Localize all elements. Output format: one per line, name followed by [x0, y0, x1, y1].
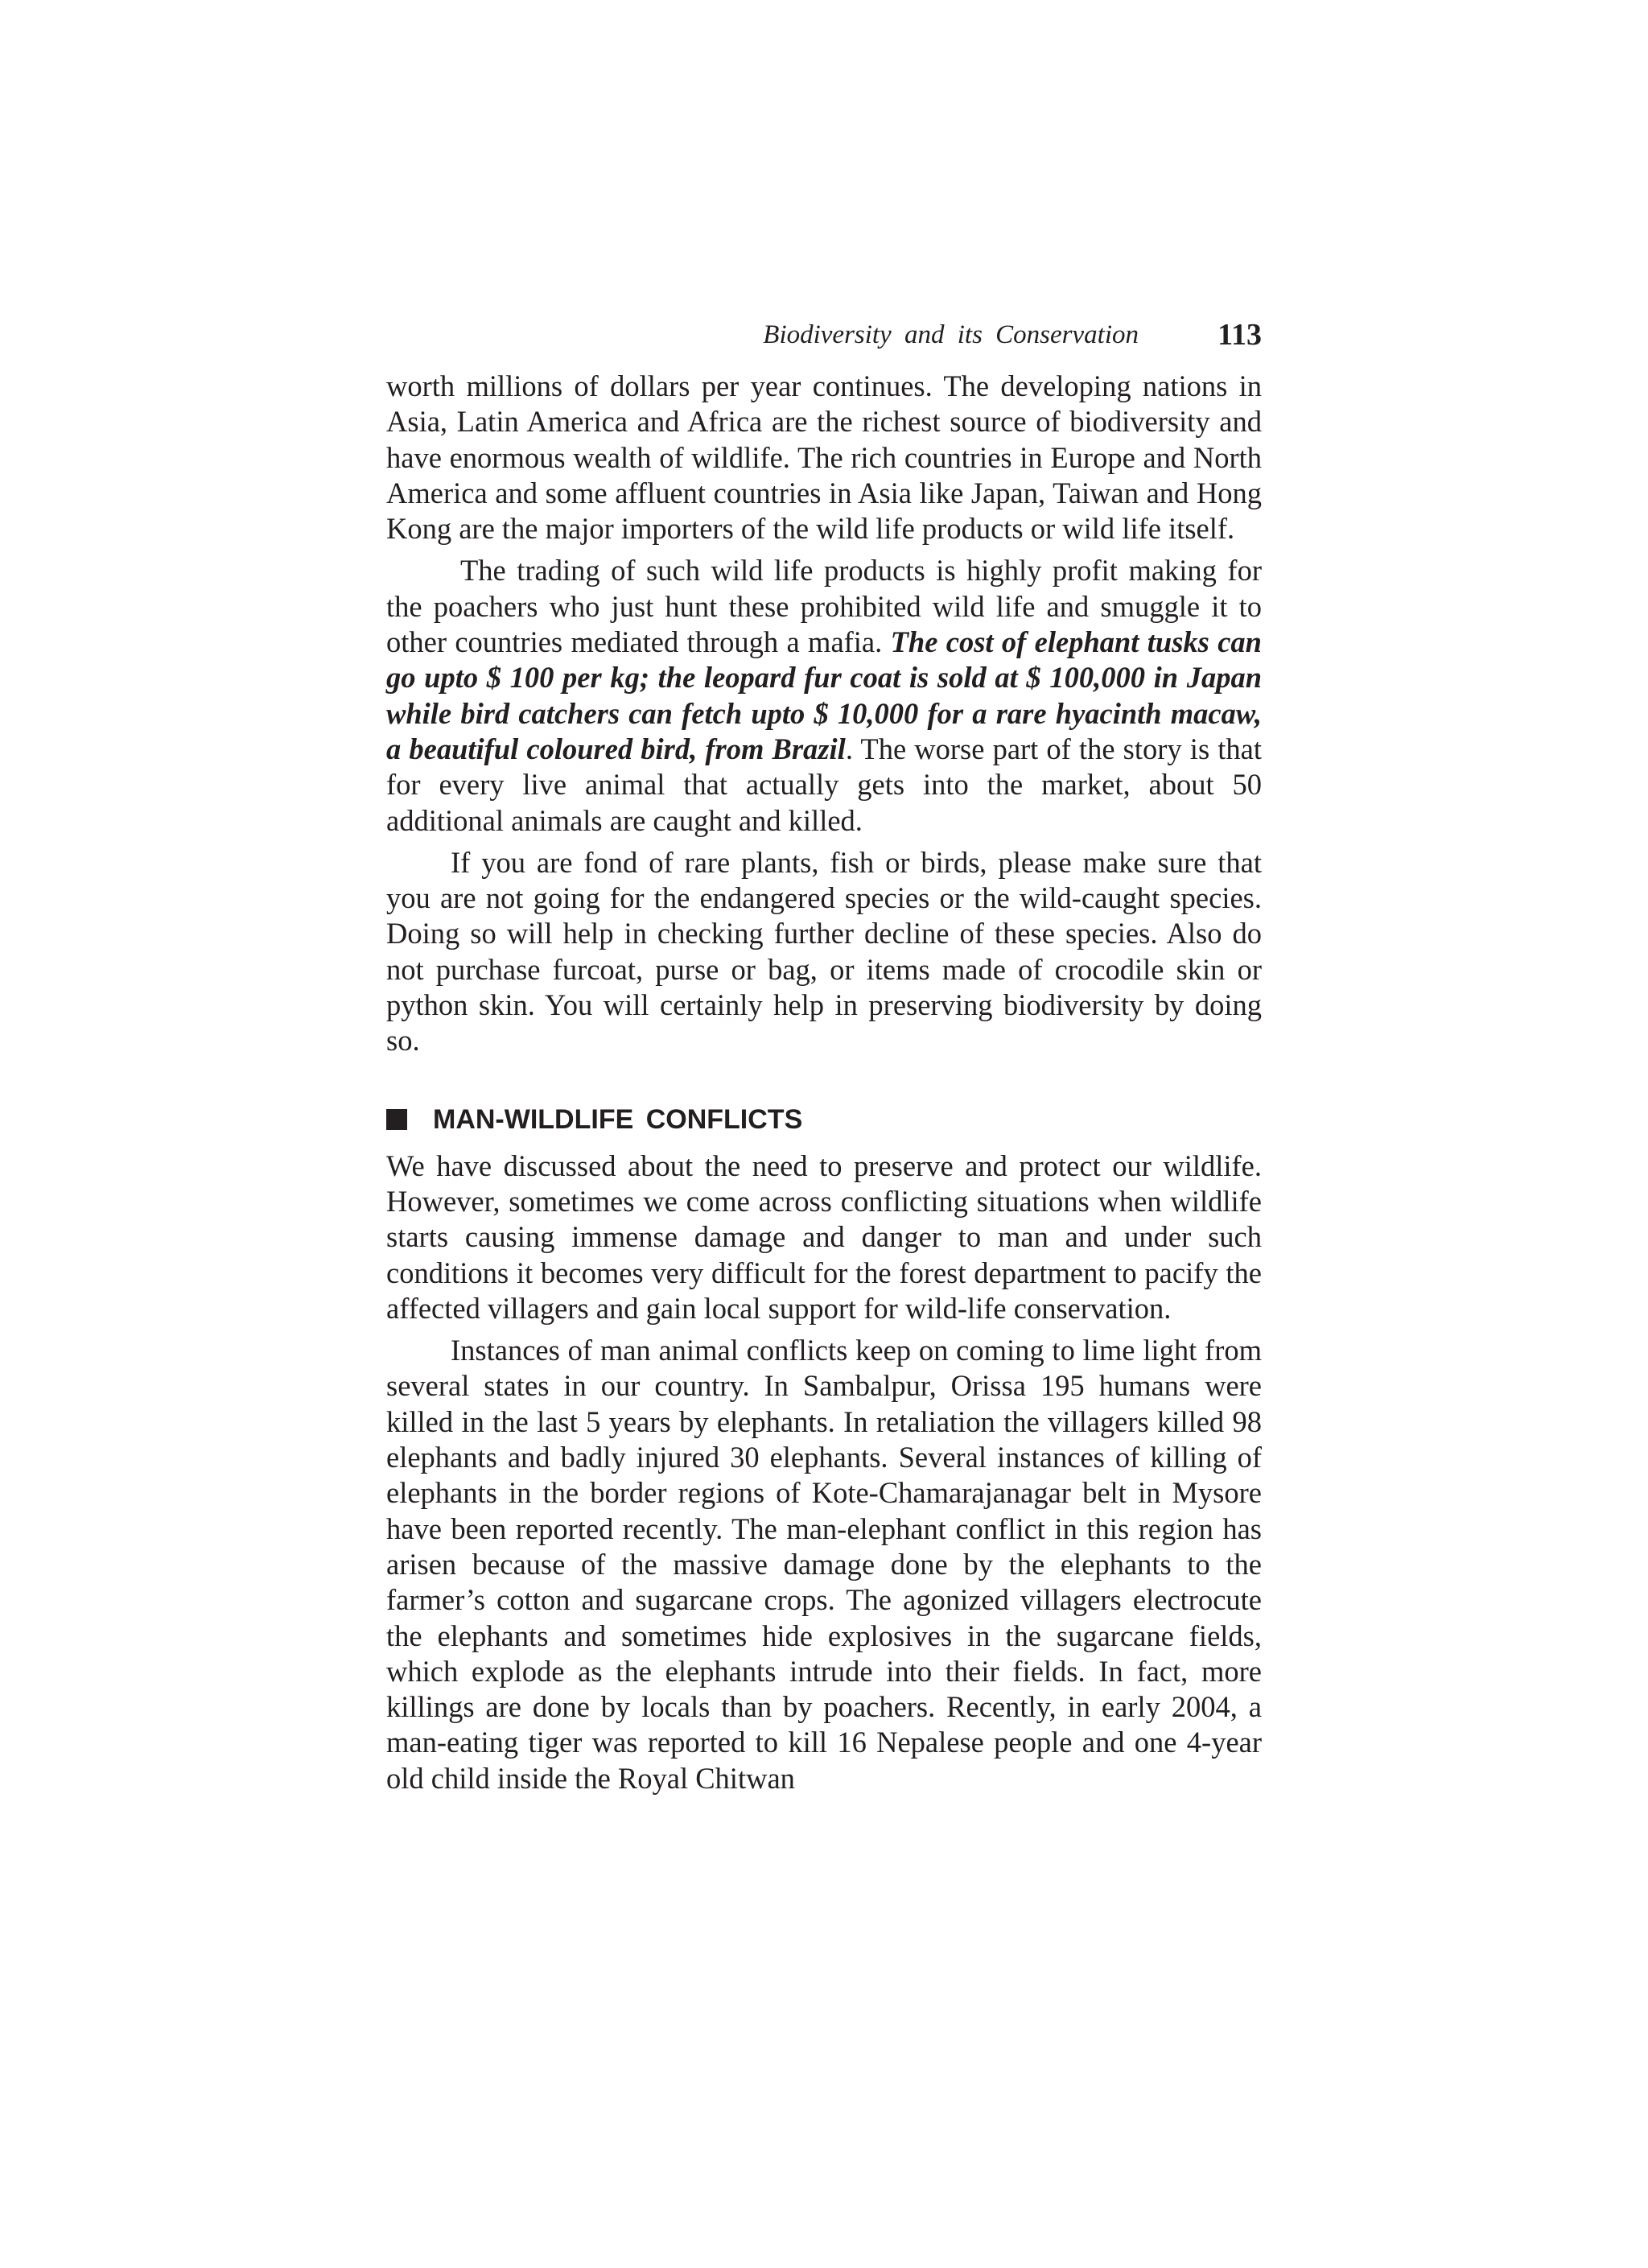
page-number: 113: [1217, 318, 1262, 352]
running-title: Biodiversity and its Conservation: [763, 320, 1139, 349]
paragraph-conflict-intro: We have discussed about the need to preserve and protect our wildlife. However, sometimes we come across conflicting situations when wildlife starts causing immense damage and danger to man and under such conditions it becomes very difficult for the forest department to pacify the affected villagers and gain local support for wild-life conservation.: [386, 1148, 1262, 1325]
paragraph-wildlife-trading: [386, 553, 1262, 838]
paragraph-wildlife-trading-end: . The worse part of the story is that for every live animal that actually gets into the market, about 50 additional animals are caught and killed.: [386, 732, 1263, 837]
square-bullet-icon: [386, 1109, 407, 1130]
paragraph-consumer-advice: If you are fond of rare plants, fish or birds, please make sure that you are not going for the endangered species or the wild-caught species. Doing so will help in checking further decline of these species. Also do not purchase furcoat, purse or bag, or items made of crocodile skin or python skin. You will certainly help in preserving biodiversity by doing so.: [386, 845, 1262, 1058]
paragraph-trade-continues: worth millions of dollars per year continues. The developing nations in Asia, Latin America and Africa are the richest source of biodiversity and have enormous wealth of wildlife. The rich countries in Europe and North America and some affluent countries in Asia like Japan, Taiwan and Hong Kong are the major importers of the wild life products or wild life itself.: [386, 369, 1262, 546]
running-header: [386, 306, 1262, 354]
body-text: [386, 369, 1262, 1796]
paragraph-conflict-instances: Instances of man animal conflicts keep on coming to lime light from several states in our country. In Sambalpur, Orissa 195 humans were killed in the last 5 years by elephants. In retaliation the villagers killed 98 elephants and badly injured 30 elephants. Several instances of killing of elephants in the border regions of Kote-Chamarajanagar belt in Mysore have been reported recently. The man-elephant conflict in this region has arisen because of the massive damage done by the elephants to the farmer’s cotton and sugarcane crops. The agonized villagers electrocute the elephants and sometimes hide explosives in the sugarcane fields, which explode as the elephants intrude into their fields. In fact, more killings are done by locals than by poachers. Recently, in early 2004, a man-eating tiger was reported to kill 16 Nepalese people and one 4-year old child inside the Royal Chitwan: [386, 1334, 1262, 1795]
section-heading: [386, 1104, 1262, 1136]
paragraph-wildlife-trading-start: The trading of such wild life products is highly profit making for the poachers who just hunt these prohibited wild life and smuggle it to other countries mediated through a mafia.: [386, 554, 1262, 659]
section-heading-text: MAN-WILDLIFE CONFLICTS: [433, 1103, 803, 1135]
book-page: [386, 306, 1262, 1803]
emphasized-prices: The cost of elephant tusks can go upto $ 100 per kg; the leopard fur coat is sold at $ 100,000 in Japan while bird catchers can fetch upto $ 10,000 for a rare hyacinth macaw, a beautiful coloured bird, from Brazil: [386, 625, 1262, 765]
